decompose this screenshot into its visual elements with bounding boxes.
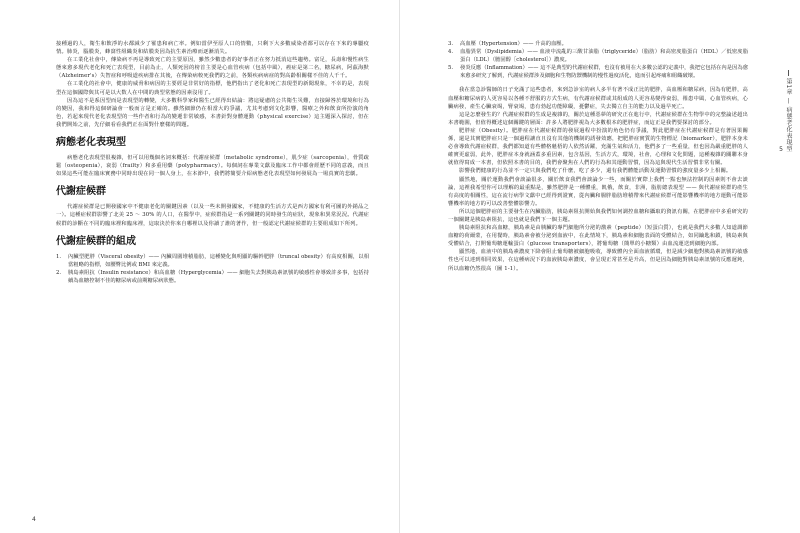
paragraph: 顯然地，關於運動我們會談論很多，關於飲食我們會談論少一些，而關於實際上我們一點也無法控制的因素則不會去談論，這裡我希望你可以理解的最重點是，雖然肥胖是一種體重，飢俄，飲食，非洲，脂肪總表現型 —— 與代謝症候群的產生有高度的相關性，這在流行病學文獻中已經得到證實，從內臟和腸胖脂肪堆積帶來代謝症候群可能影響機率的地方運動可能影響機率的地方的可以改善整體影響力。	[448, 176, 748, 207]
list-number: 2.	[56, 269, 62, 276]
section-heading: 代謝症候群的組成	[56, 235, 136, 247]
list-item	[448, 40, 748, 48]
paragraph: 因為這不是系因型而是表現型的轉變，大多數科學家和醫生已經得出結論：將這疑慮的公共衛生災難，直接歸咎於環境和行為的變因，我和得這個研論會一般而言是正確的。雖然細節仍在相當大的爭議，尤其考慮到文化影響，醫療之外和飲食所扮演的角色，若起來現代老化表現型的一些作者和行為的變遷非常敏感，本書針對身體運動（physical exercise）這主題深入探討，但在我們開始之前，先仔細看看我們正在面對什麼樣的問題。	[56, 97, 369, 128]
side-rule	[788, 70, 789, 76]
chapter-side-label: 第1章 — 病態老化表現型	[785, 78, 792, 153]
list-text: 胰島素阻抗（Insulin resistance）和高血糖（Hyperglycemia）—— 細胞失去對胰島素訊號的敏感性會導致許多事，包括持續為血糖控制不佳的糖尿病或前期糖尿病狀態。	[68, 269, 369, 284]
list-text: 內臟型肥胖（Visceral obesity）—— 內臟周圍堆積脂肪，這種變化與明顯的驅幹肥胖（truncal obesity）有高度相關，以相當粗略的指標，如腰臀比例或 BMI 來定義。	[68, 253, 369, 268]
list-text: 血脂異常（Dyslipidemia）—— 血液中流亂的三酸甘油脂（triglyceride）（脂肪）和高密度脂蛋白（HDL）／低密度脂蛋白（LDL）（膽固醇［cholesterol］）濃度。	[460, 49, 748, 64]
list-text: 發炎反應（Inflammation）—— 這不是典型的代謝症候群，也沒有被用在大多數公認的定義中，我把它包括在內是因為愈來愈多研究了解到，代謝症候群涉及細胞和生物防禦機制的慢性過度活化，進而引起疼痛和組織破壞。	[460, 65, 748, 80]
page-number: 5	[779, 146, 783, 153]
section-heading: 代謝症候群	[56, 186, 106, 198]
paragraph: 在工業化社會中，傳染病不再是導致死亡的主要原因，雖然少數患者的好事者正在努力抵消這些趨勢。富足，長壽和慢性病生態來愈多現代老化和死亡表現型，目前為止，人類死因的榜首主要是心血管疾病（包括中風），癌症是第二名，糖尿病，阿茲海默（Alzheimer's）失智症和呼吸道疾病排在其後，在傳染病較死我們的之前，各類疾病病症的對高齡相關樣不佳的人千千。	[56, 57, 369, 80]
paragraph: 代謝症候群是已開發國家中不健康老化的關鍵因素（以及一些未開發國家，不健康的生活方式是西方國家有利可圖的外銷品之一）。這種症候群影響了北美 25 ～ 30% 的人口，在醫學中，症候群指是一系列關鍵的同時發生的症狀，現象和異常況況。代謝症候群的診斷在不同的臨床裡和臨床裡，這取決於你來自哪裡以及你讀了誰的著作，但一般認定代謝症候群的主要組成如下所列。	[56, 204, 369, 227]
paragraph: 影響我們健康的行為並不一定只與我們吃了什麼，吃了多少，還有我們體能活動及運動習慣的強度量多少上相關。	[459, 168, 732, 175]
list-number: 1.	[56, 253, 62, 260]
paragraph: 所以這個肥胖症的主要發生在內臟脂肪，胰島素阻抗開始與我們如何調控血糖和攝取的資訊有關，在肥胖症中多重研究的一個關鍵是胰島素阻抗，這也就是我們下一個主題。	[448, 208, 748, 223]
list-item	[448, 64, 748, 80]
paragraph: 胰島素阻抗和高血糖，胰島素是由胰臟的專門細胞所分泌的激素（peptide）（短蛋白質），也就是我們大多數人知道調節血糖的荷爾蒙，在用餐時，胰島素會被分泌到血液中，在此情境下，胰島素和細胞表面的受體結合，如同鑰匙和鎖，胰島素與受體結合，打開葡萄糖運輸蛋白（glucose transporters），將葡萄糖（簡單的小糖類）由血流運送到細胞內部。	[448, 225, 748, 248]
list-item	[56, 269, 369, 285]
paragraph: 我在當急診醫師的日子充滿了這些患者，來到急診室的病人多半有著不成正比的肥胖，高血壓和糖尿病，因為有肥胖，高血壓和糖尿病的人更容易以各種不舒服的方式生病，有代謝症候群或其組成的人更容易變得衰弱，罹患中風，心血管疾病，心臟病發，產生心臟衰竭，腎衰竭，患有勃起功能障礙，憂鬱症，失去獨立自主的能力以及過早死亡。	[448, 87, 748, 110]
paragraph: 在工業化的社會中，健康的威脅和病因的主要經是非常好的指標，他們指出了老化和死亡表現型的新聞現象，不幸的是，表現型在這個國際與其可是以大数人在中間的典型常態的因素沒用了。	[56, 81, 369, 96]
numbered-list	[56, 253, 369, 285]
page-number: 4	[32, 516, 36, 523]
paragraph: 顯然地，血液中的胰島素濃度下降會阻止葡萄糖被細胞吸收，導致體內全面血液循環，但是減少細胞對胰島素訊號的敏感性也可以達到相同效果，在這種病況下的血液胰島素濃度，會呈現正常甚至是升高，但是因為細胞對胰島素訊號的反應遲鈍，所以血糖仍然很高（圖 1-1）。	[448, 249, 748, 272]
left-column	[56, 40, 369, 285]
section-heading: 病態老化表現型	[56, 137, 126, 149]
right-page	[400, 0, 800, 533]
list-item	[56, 253, 369, 269]
list-item	[448, 48, 748, 64]
right-column	[448, 40, 748, 273]
paragraph: 這是怎麼發生的？代謝症候群的生成是複雜的，關於這種惡夢的研究正在進行中，代謝症候群在生物學中的完整論述超出本書範圍，但值得概述這個關鍵的層面：許多人將肥胖視為大多數根本的肥胖症，而這正是我們要探討的部分。	[448, 111, 748, 126]
list-text: 高血壓（Hypertension）—— 升高的血壓。	[460, 41, 567, 47]
numbered-list	[448, 40, 748, 80]
list-number: 5.	[448, 65, 454, 72]
paragraph: 接種過的人，衛生和飲淨的水都減少了罹患和病亡率。例如當伊至原人口的情數，只剩下大多數威染者都可以存在下來的專屬疫情。肺炎，腦膜炎，蜂窩性組織炎和結膜炎因為抗生素治療而逐漸消失。	[56, 41, 369, 56]
paragraph: 肥胖症（Obesity）。肥胖症在代謝症候群的發展過程中扮演的角色仍有爭議，對此肥胖症在代謝症候群是有著因果關係，還是其實肥胖症只是一個過程讓直且沒有其他的機制的誘發效應，把肥胖症實質的生物標記（biomarker），肥胖本身未必會導致代謝症候群，我們都知道有些體格魁梧的人依然活躍，充滿生氣和活力，他們多了一些重量，但也因為嚴重肥胖的人確實更虛弱，此外，肥胖症本身就涵蓋多重因素，包含基因，生活方式，環境，社會，心理和文化問題，這種複雜的關聯本身就值得寫成一本書，但依照本書的目的，我們會聚焦在人們的行為和其運動習慣，因為這與現代生活習慣非常有關。	[448, 127, 748, 167]
paragraph: 病態老化表現型很複雜，但可以用幾個名詞來概括：代謝症候群（metabolic syndrome），肌少症（sarcopenia），骨質疏鬆（osteopenia），衰弱（frailty）和多重用藥（polypharmacy）。每個詞在專業文獻及臨床工作中都會經歷不同的意義，而且如果這些可能在臨床實務中同時出現在同一個人身上，在本節中，我們將簡要介紹病態老化表現型如何發展為一場真實的悲劇。	[56, 155, 369, 178]
list-number: 4.	[448, 49, 454, 56]
list-number: 3.	[448, 41, 454, 47]
